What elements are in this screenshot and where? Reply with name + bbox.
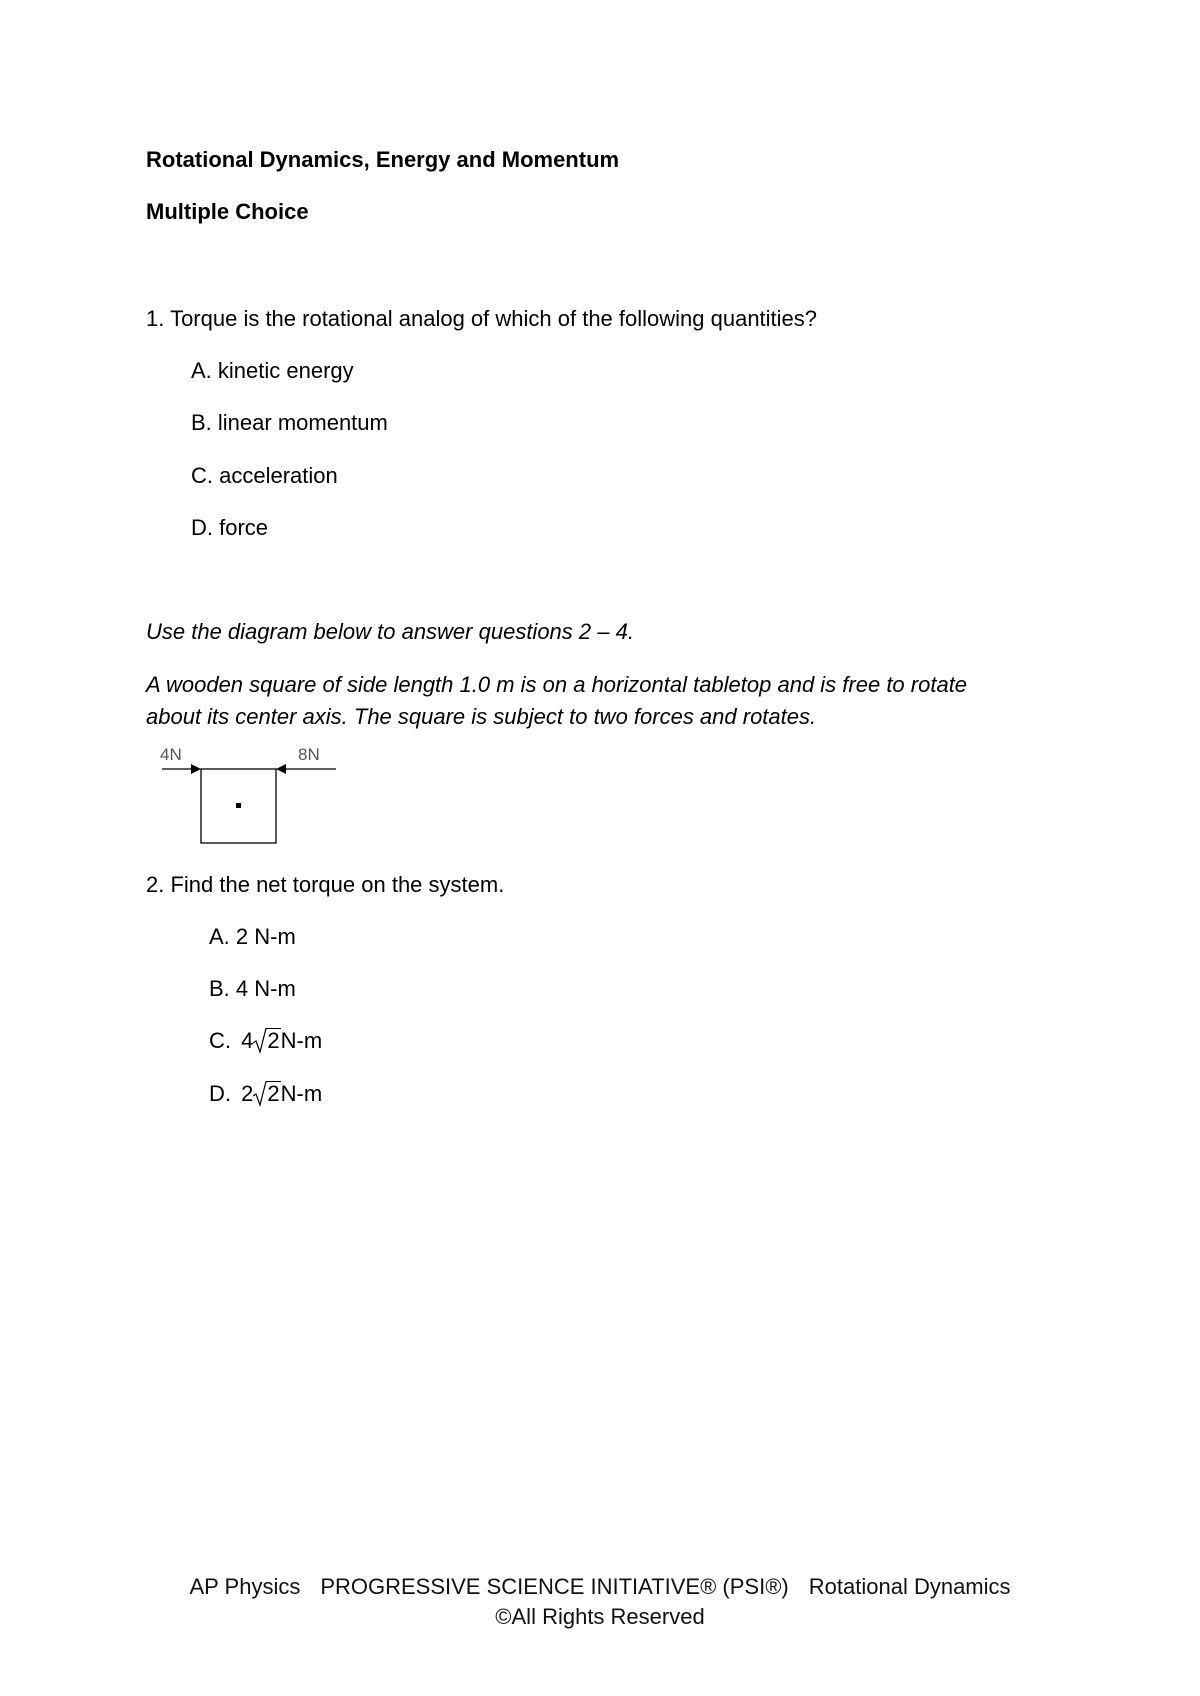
q2-option-c-prefix: C. [209, 1028, 231, 1053]
footer-rights: ©All Rights Reserved [495, 1604, 705, 1629]
q2-option-d-expression [241, 1081, 322, 1107]
q2-option-c-expression [241, 1028, 322, 1054]
section-subtitle: Multiple Choice [146, 199, 309, 224]
square-root-icon [253, 1028, 267, 1054]
question-2: 2. Find the net torque on the system. [146, 872, 505, 897]
q2-option-d [209, 1081, 322, 1107]
page-title: Rotational Dynamics, Energy and Momentum [146, 147, 620, 172]
scenario-line-1: A wooden square of side length 1.0 m is on a horizontal tabletop and is free to rotate [146, 672, 968, 697]
center-axis-dot [236, 803, 241, 808]
q2-option-b: B. 4 N-m [209, 976, 296, 1001]
q2-option-d-coefficient: 2 [241, 1081, 254, 1106]
footer-course: AP Physics [189, 1574, 301, 1599]
q2-option-d-unit: N-m [280, 1081, 323, 1106]
right-force-label: 8N [298, 745, 320, 764]
right-force-arrowhead [276, 764, 286, 774]
q2-option-c-radicand: 2 [267, 1028, 280, 1053]
q1-option-a: A. kinetic energy [191, 358, 354, 383]
q1-option-b: B. linear momentum [191, 410, 388, 435]
q2-option-d-prefix: D. [209, 1081, 231, 1106]
square-root-icon [253, 1081, 267, 1107]
footer-topic: Rotational Dynamics [808, 1574, 1011, 1599]
q1-option-d: D. force [191, 515, 269, 540]
q1-option-c: C. acceleration [191, 463, 338, 488]
diagram-instruction: Use the diagram below to answer questions 2 – 4. [146, 619, 634, 644]
q2-option-c [209, 1028, 322, 1054]
footer-org: PROGRESSIVE SCIENCE INITIATIVE® (PSI®) [320, 1574, 789, 1599]
left-force-label: 4N [160, 745, 182, 764]
scenario-line-2: about its center axis. The square is subject to two forces and rotates. [146, 704, 817, 729]
force-diagram [160, 742, 340, 848]
q2-option-c-unit: N-m [280, 1028, 323, 1053]
q2-option-a: A. 2 N-m [209, 924, 296, 949]
q2-option-d-radicand: 2 [267, 1081, 280, 1106]
page-footer [0, 1574, 1200, 1600]
left-force-arrowhead [191, 764, 201, 774]
question-1: 1. Torque is the rotational analog of which of the following quantities? [146, 306, 818, 331]
q2-option-c-coefficient: 4 [241, 1028, 254, 1053]
force-diagram-svg [160, 742, 340, 848]
